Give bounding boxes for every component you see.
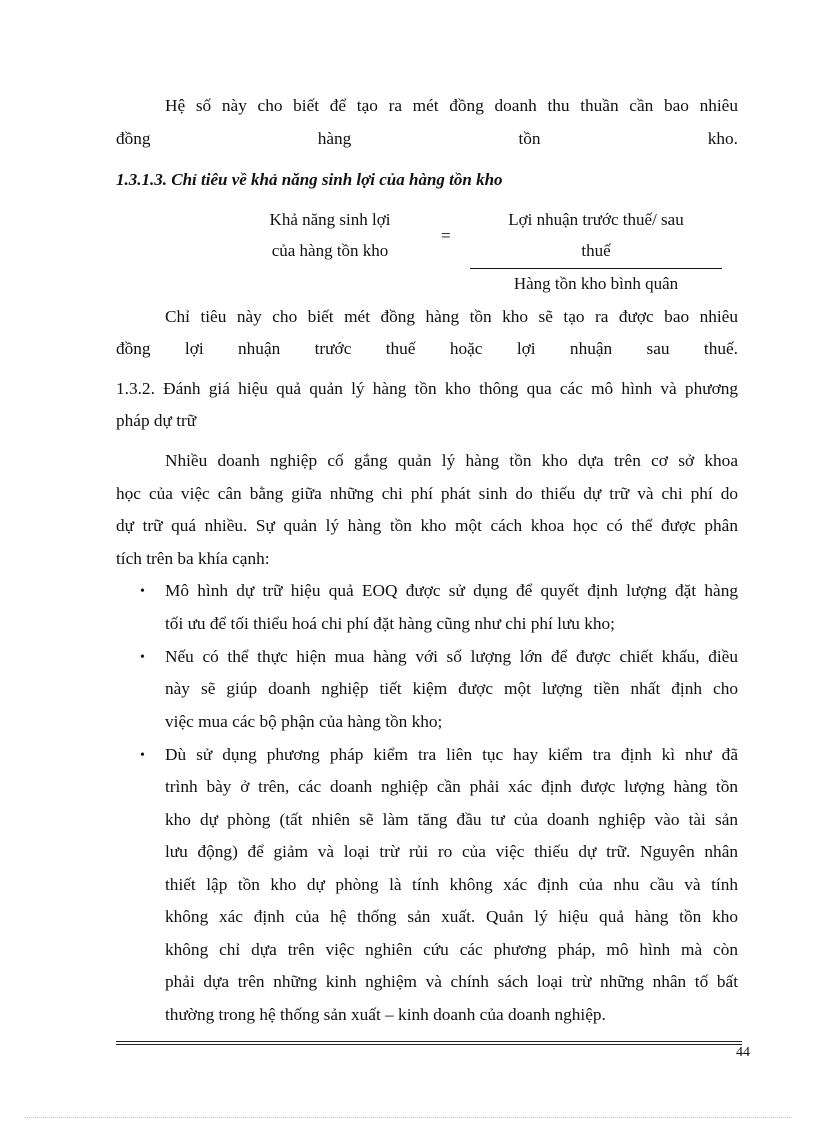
fraction-bar [470,268,722,269]
bullet-line: Nếu có thể thực hiện mua hàng với số lượng lớn để được chiết khấu, điều [165,647,738,666]
bullet-marker: • [140,650,145,665]
bullet-line: phải dựa trên những kinh nghiệm và chính sách loại trừ những nhân tố bất [165,972,738,991]
bullet-line: trình bày ở trên, các doanh nghiệp cần phải xác định được lượng hàng tồn [165,777,738,796]
paragraph-line: tích trên ba khía cạnh: [116,549,270,568]
bullet-line: không xác định của hệ thống sản xuất. Quản lý hiệu quả hàng tồn kho [165,907,738,926]
formula-denominator: Hàng tồn kho bình quân [513,274,679,293]
paragraph-line: Nhiều doanh nghiệp cố gắng quản lý hàng tồn kho dựa trên cơ sở khoa [165,451,738,470]
paragraph-line: học của việc cân bằng giữa những chi phí phát sinh do thiếu dự trữ và chi phí do [116,484,738,503]
footer-rule [116,1044,742,1045]
paragraph-line: Hệ số này cho biết để tạo ra mét đồng doanh thu thuần cần bao nhiêu [165,96,738,115]
bullet-line: việc mua các bộ phận của hàng tồn kho; [165,712,443,731]
section-title-line: pháp dự trữ [116,411,197,430]
bullet-line: không chỉ dựa trên việc nghiên cứu các phương pháp, mô hình mà còn [165,940,738,959]
bullet-line: này sẽ giúp doanh nghiệp tiết kiệm được một lượng tiền nhất định cho [165,679,738,698]
section-heading: 1.3.1.3. Chỉ tiêu về khả năng sinh lợi của hàng tồn kho [116,170,503,189]
bullet-line: thiết lập tồn kho dự phòng là tính không xác định của nhu cầu và tính [165,875,738,894]
paragraph-line: đồng hàng tồn kho. [116,129,738,148]
bullet-line: lưu động) để giảm và loại trừ rủi ro của việc thiếu dự trữ. Nguyên nhân [165,842,738,861]
section-title-line: 1.3.2. Đánh giá hiệu quả quản lý hàng tồn kho thông qua các mô hình và phương [116,379,738,398]
formula-left-line1: Khả năng sinh lợi [269,210,391,229]
formula-equals: = [441,226,451,245]
paragraph-line: Chỉ tiêu này cho biết mét đồng hàng tồn kho sẽ tạo ra được bao nhiêu [165,307,738,326]
paragraph-line: đồng lợi nhuận trước thuế hoặc lợi nhuận sau thuế. [116,339,738,358]
formula-numerator-line2: thuế [581,241,611,260]
page-number: 44 [736,1045,750,1060]
bullet-line: tối ưu để tối thiểu hoá chi phí đặt hàng cũng như chi phí lưu kho; [165,614,615,633]
bullet-line: Dù sử dụng phương pháp kiểm tra liên tục hay kiểm tra định kì như đã [165,745,738,764]
bullet-marker: • [140,584,145,599]
paragraph-line: dự trữ quá nhiều. Sự quản lý hàng tồn kho một cách khoa học có thể được phân [116,516,738,535]
bullet-line: kho dự phòng (tất nhiên sẽ làm tăng đầu tư của doanh nghiệp vào tài sản [165,810,738,829]
bullet-line: Mô hình dự trữ hiệu quả EOQ được sử dụng để quyết định lượng đặt hàng [165,581,738,600]
bullet-marker: • [140,748,145,763]
footer-rule [116,1041,742,1042]
page-bottom-divider [24,1117,792,1118]
bullet-line: thường trong hệ thống sản xuất – kinh doanh của doanh nghiệp. [165,1005,606,1024]
formula-left-line2: của hàng tồn kho [271,241,389,260]
formula-numerator-line1: Lợi nhuận trước thuế/ sau [508,210,684,229]
